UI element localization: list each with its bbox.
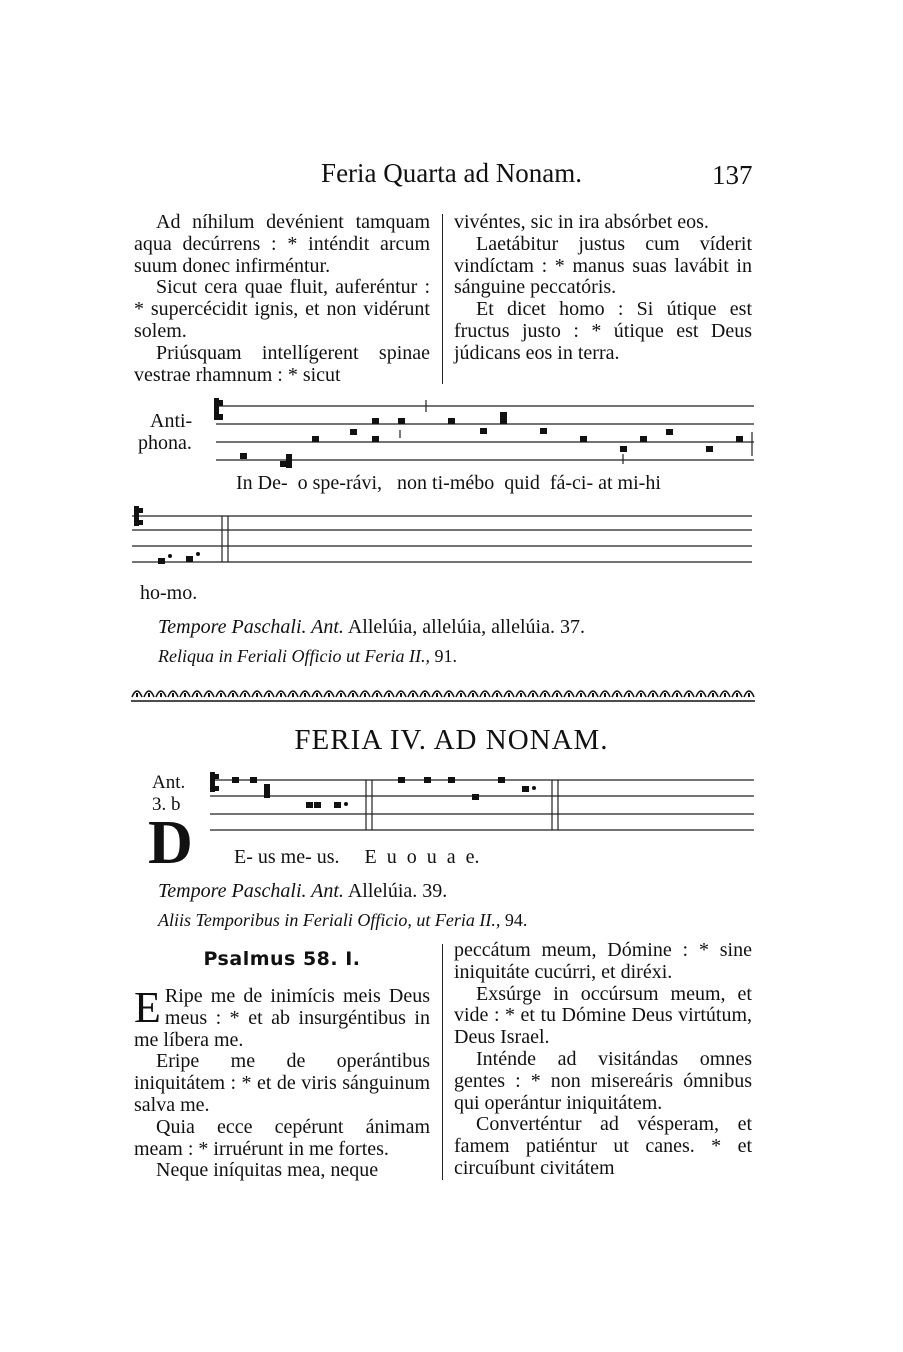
drop-initial: E <box>134 983 161 1032</box>
initial-letter: D <box>148 809 193 877</box>
tempore-paschali-text: Allelúia. 39. <box>347 880 448 902</box>
tempore-paschali-prefix: Tempore Paschali. Ant. <box>158 880 344 902</box>
aliis-temporibus-note <box>158 910 527 931</box>
reliqua-note <box>158 646 457 667</box>
aliis-number: 94. <box>504 910 528 930</box>
verse: Quia ecce cepérunt ánimam meam : * irruérunt in me fortes. <box>134 1115 430 1160</box>
column-divider <box>442 214 443 384</box>
verse: Converténtur ad vésperam, et famem patiéntur ut canes. * et circuíbunt civitátem <box>454 1113 752 1179</box>
verse: Ad níhilum devénient tamquam aqua decúrrens : * inténdit arcum suum donec infirméntur. <box>134 211 430 277</box>
psalm-verse-text: Ripe me de inimícis meis Deus meus : * et ab insurgéntibus in me líbera me. <box>134 985 430 1051</box>
antiphona-label <box>138 410 193 454</box>
verse: Laetábitur justus cum víderit vindíctam : * manus suas lavábit in sánguine peccatóris. <box>454 232 752 299</box>
antiphona-lyrics: In De- o spe-rávi, non ti-mébo quid fá-ci- at mi-hi <box>236 472 661 494</box>
verse: peccátum meum, Dómine : * sine iniquitáte cucúrri, et diréxi. <box>454 939 752 983</box>
verse: Neque iníquitas mea, neque <box>156 1159 379 1182</box>
verse: Priúsquam intellígerent spinae vestrae rhamnum : * sicut <box>134 341 430 386</box>
tempore-paschali-note-2 <box>158 880 447 903</box>
tempore-paschali-prefix: Tempore Paschali. Ant. <box>158 616 344 638</box>
psalm-title: Psalmus 58. I. <box>203 948 361 970</box>
ant-lyrics: E- us me- us. E u o u a e. <box>234 846 480 868</box>
top-left-column <box>134 212 430 386</box>
tempore-paschali-note <box>158 616 585 639</box>
antiphona-label-line1: Anti- <box>150 410 193 432</box>
antiphona-lyrics-line2: ho-mo. <box>140 582 198 604</box>
ant-label-line1: Ant. <box>152 772 186 793</box>
chant-staff-1-continued <box>130 504 760 564</box>
verse: Sicut cera quae fluit, auferéntur : * supercécidit ignis, et non vidérunt solem. <box>134 276 430 342</box>
verse: vivéntes, sic in ira absórbet eos. <box>454 211 709 233</box>
ornamental-border <box>131 682 755 704</box>
chant-staff-1 <box>210 396 770 476</box>
section-title: FERIA IV. AD NONAM. <box>294 724 609 756</box>
aliis-prefix: Aliis Temporibus in Feriali Officio, ut Feria II., <box>158 910 501 930</box>
reliqua-prefix: Reliqua in Feriali Officio ut Feria II., <box>158 646 430 666</box>
psalm-right-column <box>454 940 752 1180</box>
verse: Eripe me de operántibus iniquitátem : * et de viris sánguinum salva me. <box>134 1050 430 1116</box>
top-right-column <box>454 212 752 365</box>
ant-mode-label: 3. b <box>152 794 181 815</box>
verse: Exsúrge in occúrsum meum, et vide : * et tu Dómine Deus virtútum, Deus Israel. <box>454 982 752 1049</box>
antiphona-label-line2: phona. <box>138 432 192 454</box>
psalm-left-column <box>134 983 430 1182</box>
tempore-paschali-text: Allelúia, allelúia, allelúia. 37. <box>347 616 585 638</box>
running-header-title: Feria Quarta ad Nonam. <box>321 158 582 188</box>
column-divider <box>442 944 443 1180</box>
chant-staff-2 <box>204 770 764 834</box>
verse: Et dicet homo : Si útique est fructus justo : * útique est Deus júdicans eos in terra. <box>454 298 752 364</box>
reliqua-number: 91. <box>434 646 457 666</box>
psalm-verse-first <box>134 983 430 1051</box>
verse: Inténde ad visitándas omnes gentes : * non misereáris ómnibus qui operántur iniquitátem. <box>454 1047 752 1114</box>
page-number: 137 <box>712 160 753 190</box>
